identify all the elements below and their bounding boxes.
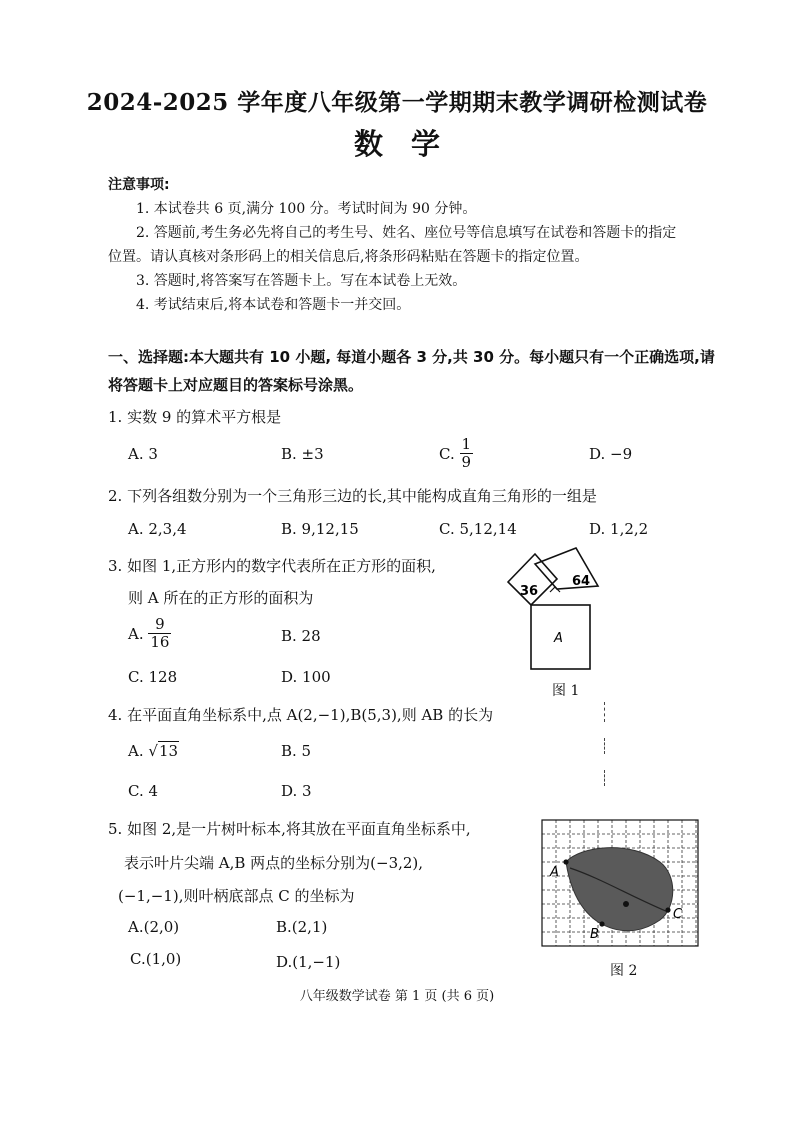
q2-stem: 2. 下列各组数分别为一个三角形三边的长,其中能构成直角三角形的一组是: [108, 487, 597, 505]
figure-1-label-36: 36: [520, 584, 539, 599]
q3-option-a-fraction: [148, 616, 171, 652]
figure-2-point-b: [599, 921, 604, 926]
figure-2-origin-point: [623, 901, 629, 907]
q1-option-c-numerator: 1: [461, 435, 472, 453]
q5-stem-1: 5. 如图 2,是一片树叶标本,将其放在平面直角坐标系中,: [108, 820, 471, 838]
q3-option-c: C. 128: [128, 668, 178, 686]
page-footer: 八年级数学试卷 第 1 页 (共 6 页): [299, 989, 495, 1004]
q4-option-d: D. 3: [281, 782, 312, 800]
notice-heading: 注意事项:: [108, 177, 170, 193]
q1-option-b: B. ±3: [281, 445, 324, 463]
section-1-heading-cont: 将答题卡上对应题目的答案标号涂黑。: [108, 376, 364, 394]
q1-option-c: [439, 436, 473, 472]
q3-option-a-denominator: 16: [150, 633, 170, 652]
figure-2-point-a: [563, 859, 568, 864]
q3-option-a-label: A.: [128, 624, 144, 643]
q5-stem-3: (−1,−1),则叶柄底部点 C 的坐标为: [118, 887, 355, 905]
notice-line-1: 1. 本试卷共 6 页,满分 100 分。考试时间为 90 分钟。: [136, 201, 477, 217]
scan-dash-mark-1: [604, 702, 605, 722]
q3-option-a: [128, 616, 171, 652]
notice-line-3: 3. 答题时,将答案写在答题卡上。写在本试卷上无效。: [136, 273, 467, 289]
q2-option-d: D. 1,2,2: [589, 520, 649, 538]
q3-stem-2: 则 A 所在的正方形的面积为: [128, 589, 314, 607]
figure-1: [498, 540, 628, 680]
figure-1-label-64: 64: [572, 574, 591, 589]
q4-option-c: C. 4: [128, 782, 159, 800]
q4-option-a-sqrt: √13: [148, 742, 179, 760]
q5-option-c: C.(1,0): [130, 950, 182, 968]
q1-option-c-label: C.: [439, 444, 455, 463]
figure-2-label-b: B: [590, 927, 599, 942]
q1-option-c-denominator: 9: [461, 453, 472, 472]
figure-1-caption: 图 1: [552, 683, 580, 699]
figure-2-label-c: C: [673, 907, 683, 922]
q2-option-b: B. 9,12,15: [281, 520, 359, 538]
q3-stem-1: 3. 如图 1,正方形内的数字代表所在正方形的面积,: [108, 557, 436, 575]
figure-2-caption: 图 2: [610, 963, 638, 979]
q4-option-a-radicand: 13: [158, 742, 179, 760]
figure-1-label-a: A: [554, 631, 563, 646]
q3-option-d: D. 100: [281, 668, 331, 686]
q4-option-a: [128, 742, 179, 760]
q5-option-d: D.(1,−1): [276, 953, 341, 971]
q5-stem-2: 表示叶片尖端 A,B 两点的坐标分别为(−3,2),: [124, 854, 424, 872]
q3-option-a-numerator: 9: [148, 616, 171, 634]
q5-option-b: B.(2,1): [276, 918, 328, 936]
scan-dash-mark-2: [604, 738, 605, 754]
notice-line-2a: 2. 答题前,考生务必先将自己的考生号、姓名、座位号等信息填写在试卷和答题卡的指定: [136, 225, 677, 241]
q4-option-b: B. 5: [281, 742, 312, 760]
q2-option-c: C. 5,12,14: [439, 520, 517, 538]
q4-stem: 4. 在平面直角坐标系中,点 A(2,−1),B(5,3),则 AB 的长为: [108, 706, 494, 724]
figure-2: [540, 818, 700, 948]
q1-option-d: D. −9: [589, 445, 633, 463]
q1-option-a: A. 3: [128, 445, 158, 463]
section-1-heading: 一、选择题:本大题共有 10 小题, 每道小题各 3 分,共 30 分。每小题只有一个正确选项,请: [108, 348, 715, 366]
scan-dash-mark-3: [604, 770, 605, 786]
figure-2-point-c: [665, 907, 670, 912]
notice-line-4: 4. 考试结束后,将本试卷和答题卡一并交回。: [136, 297, 411, 313]
figure-2-label-a: A: [550, 865, 559, 880]
notice-line-2b: 位置。请认真核对条形码上的相关信息后,将条形码粘贴在答题卡的指定位置。: [108, 249, 589, 265]
q3-option-b: B. 28: [281, 627, 321, 645]
exam-title: 2024-2025 学年度八年级第一学期期末教学调研检测试卷: [86, 89, 708, 116]
q1-option-c-fraction: [460, 436, 474, 472]
q1-stem: 1. 实数 9 的算术平方根是: [108, 408, 282, 426]
q4-option-a-label: A.: [128, 742, 144, 760]
q5-option-a: A.(2,0): [128, 918, 180, 936]
subject-title: 数学: [353, 127, 468, 161]
q2-option-a: A. 2,3,4: [128, 520, 187, 538]
